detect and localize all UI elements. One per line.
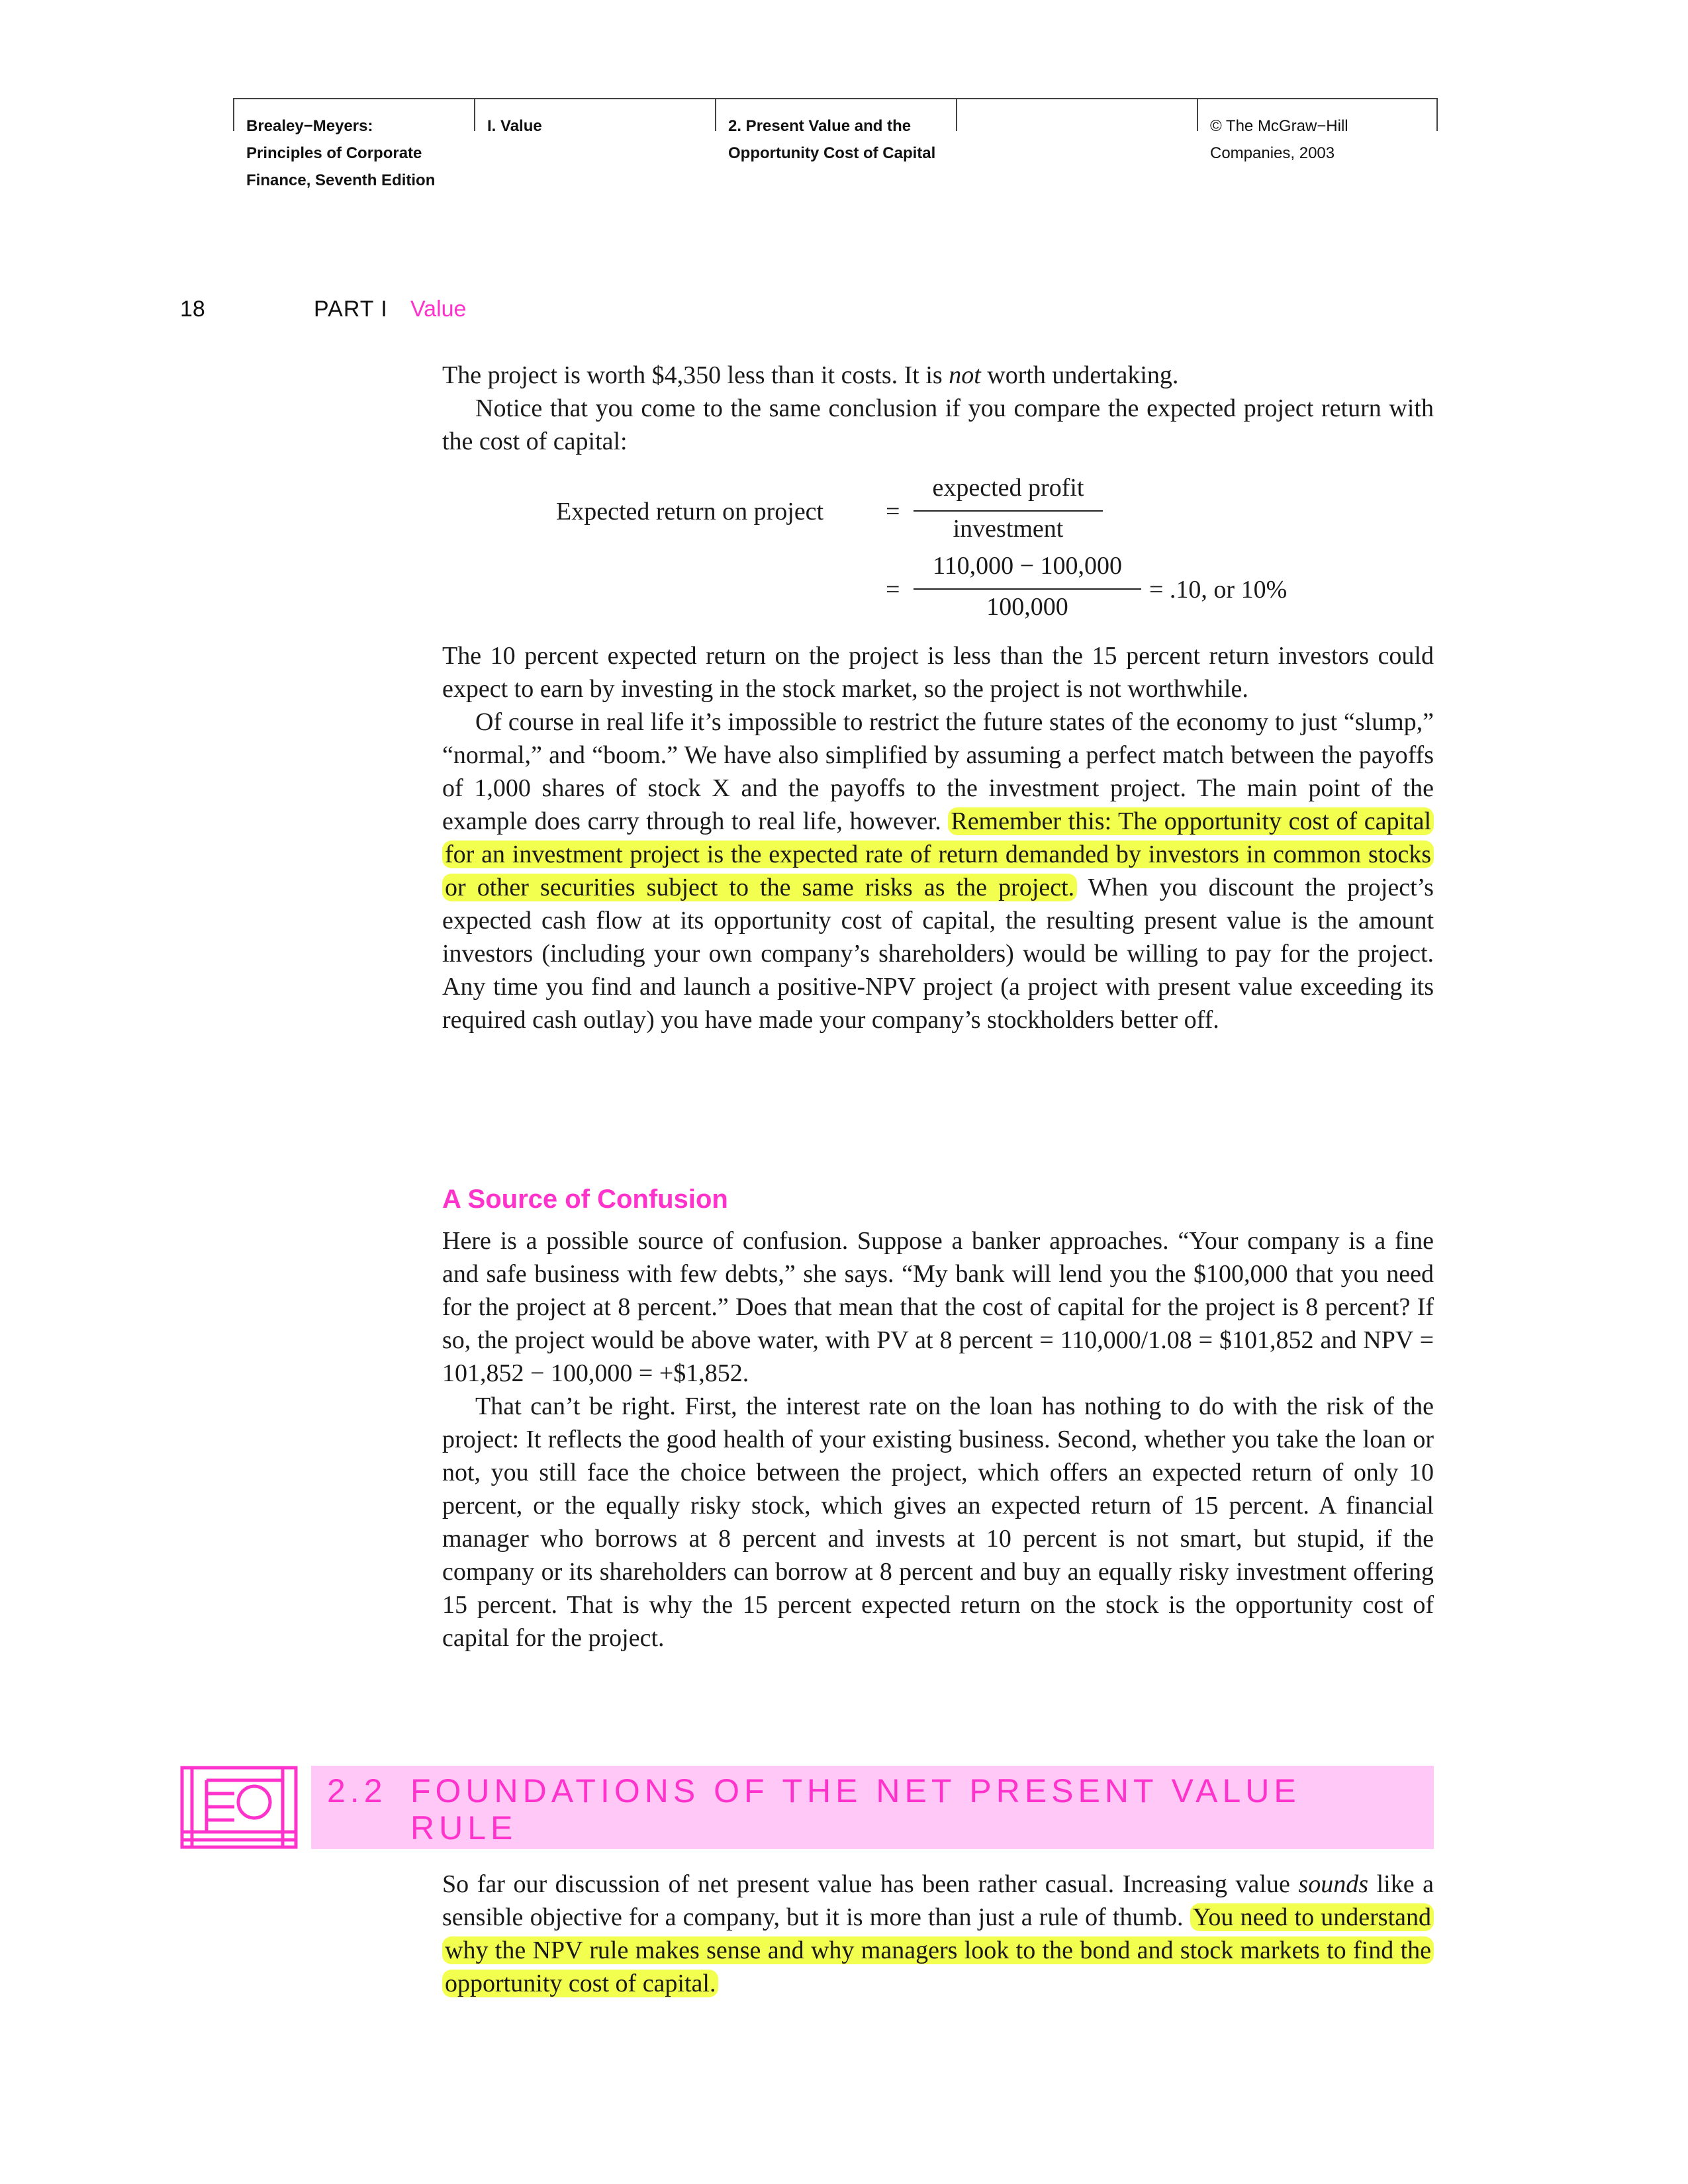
running-header bbox=[233, 98, 1438, 204]
equation-numerator: expected profit bbox=[932, 474, 1084, 502]
header-book-title: Brealey−Meyers: Principles of Corporate Finance, Seventh Edition bbox=[246, 117, 436, 189]
intro-paragraphs bbox=[442, 359, 1434, 458]
equation-denominator: investment bbox=[953, 515, 1064, 543]
part-label: PART I bbox=[314, 296, 388, 322]
section-title: 2.2 FOUNDATIONS OF THE NET PRESENT VALUE RULE bbox=[327, 1772, 1301, 1846]
paragraph: Notice that you come to the same conclusion if you compare the expected project return with the cost of capital: bbox=[442, 394, 1434, 455]
paragraph: So far our discussion of net present value has been rather casual. Increasing value sounds like a sensible objective for a company, but it is more than just a rule of thumb. You need to understand why the NPV rule makes sense and why managers look to the bond and stock markets to find the opportunity cost of capital. bbox=[442, 1870, 1434, 1997]
header-chapter: 2. Present Value and the Opportunity Cost of Capital bbox=[728, 117, 936, 162]
discussion-paragraphs bbox=[442, 639, 1434, 1036]
header-divider bbox=[1197, 98, 1198, 131]
foundations-paragraph bbox=[442, 1868, 1434, 2000]
paragraph: Here is a possible source of confusion. Suppose a banker approaches. “Your company is a fine and safe business with few debts,” she says. “My bank will lend you the $100,000 that you need for the project at 8 percent.” Does that mean that the cost of capital for the project is 8 percent? If so, the project would be above water, with PV at 8 percent = 110,000/1.08 = $101,852 and NPV = 101,852 − 100,000 = +$1,852. bbox=[442, 1227, 1434, 1387]
equation-equals: = bbox=[886, 498, 900, 525]
highlighted-text: You need to understand why the NPV rule makes sense and why managers look to the bond and stock markets to find the opportunity cost of capital. bbox=[442, 1903, 1434, 1997]
part-title: Value bbox=[410, 296, 467, 322]
section-banner bbox=[180, 1766, 1434, 1849]
section-number: 2.2 bbox=[327, 1772, 387, 1809]
header-divider bbox=[1436, 98, 1438, 131]
confusion-paragraphs bbox=[442, 1224, 1434, 1655]
paragraph: Of course in real life it’s impossible to restrict the future states of the economy to just “slump,” “normal,” and “boom.” We have also simplified by assuming a perfect match between the payoffs of 1,000 shares of stock X and the payoffs to the investment project. The main point of the example does carry through to real life, however. Remember this: The opportunity cost of capital for an investment project is the expected rate of return demanded by investors in common stocks or other securities subject to the same risks as the project. When you discount the project’s expected cash flow at its opportunity cost of capital, the resulting present value is the amount investors (including your own company’s shareholders) would be willing to pay for the project. Any time you find and launch a positive-NPV project (a project with present value exceeding its required cash outlay) you have made your company’s stockholders better off. bbox=[442, 708, 1434, 1034]
paragraph: The project is worth $4,350 less than it costs. It is not worth undertaking. bbox=[442, 361, 1179, 389]
equation-result: = .10, or 10% bbox=[1149, 576, 1288, 604]
paragraph: That can’t be right. First, the interest rate on the loan has nothing to do with the risk of the project: It reflects the good health of your existing business. Second, whether you take the loan or not, you still face the choice between the project, which offers an expected return of only 10 percent, or the equally risky stock, which gives an expected return of 15 percent. A financial manager who borrows at 8 percent and invests at 10 percent is not smart, but stupid, if the company or its shareholders can borrow at 8 percent and buy an equally risky investment offering 15 percent. That is why the 15 percent expected return on the stock is the opportunity cost of capital for the project. bbox=[442, 1392, 1434, 1652]
header-rule bbox=[233, 98, 1438, 99]
header-divider bbox=[956, 98, 957, 131]
page-number: 18 bbox=[180, 296, 205, 322]
header-divider bbox=[233, 98, 234, 131]
paragraph: The 10 percent expected return on the project is less than the 15 percent return investors could expect to earn by investing in the stock market, so the project is not worthwhile. bbox=[442, 642, 1434, 703]
foundations-section-icon bbox=[180, 1766, 298, 1849]
equation-lhs: Expected return on project bbox=[556, 498, 824, 525]
header-divider bbox=[715, 98, 716, 131]
fraction-bar bbox=[914, 588, 1141, 590]
highlighted-text: Remember this: The opportunity cost of capital for an investment project is the expected rate of return demanded by investors in common stocks or other securities subject to the same risks as the project. bbox=[442, 807, 1434, 901]
header-part: I. Value bbox=[487, 117, 542, 135]
equation-denominator: 100,000 bbox=[986, 593, 1068, 621]
header-copyright: © The McGraw−Hill Companies, 2003 bbox=[1210, 117, 1348, 162]
header-divider bbox=[474, 98, 475, 131]
equation-equals: = bbox=[886, 576, 900, 604]
fraction-bar bbox=[914, 510, 1103, 512]
subsection-heading: A Source of Confusion bbox=[442, 1185, 728, 1214]
equation-numerator: 110,000 − 100,000 bbox=[932, 552, 1123, 580]
